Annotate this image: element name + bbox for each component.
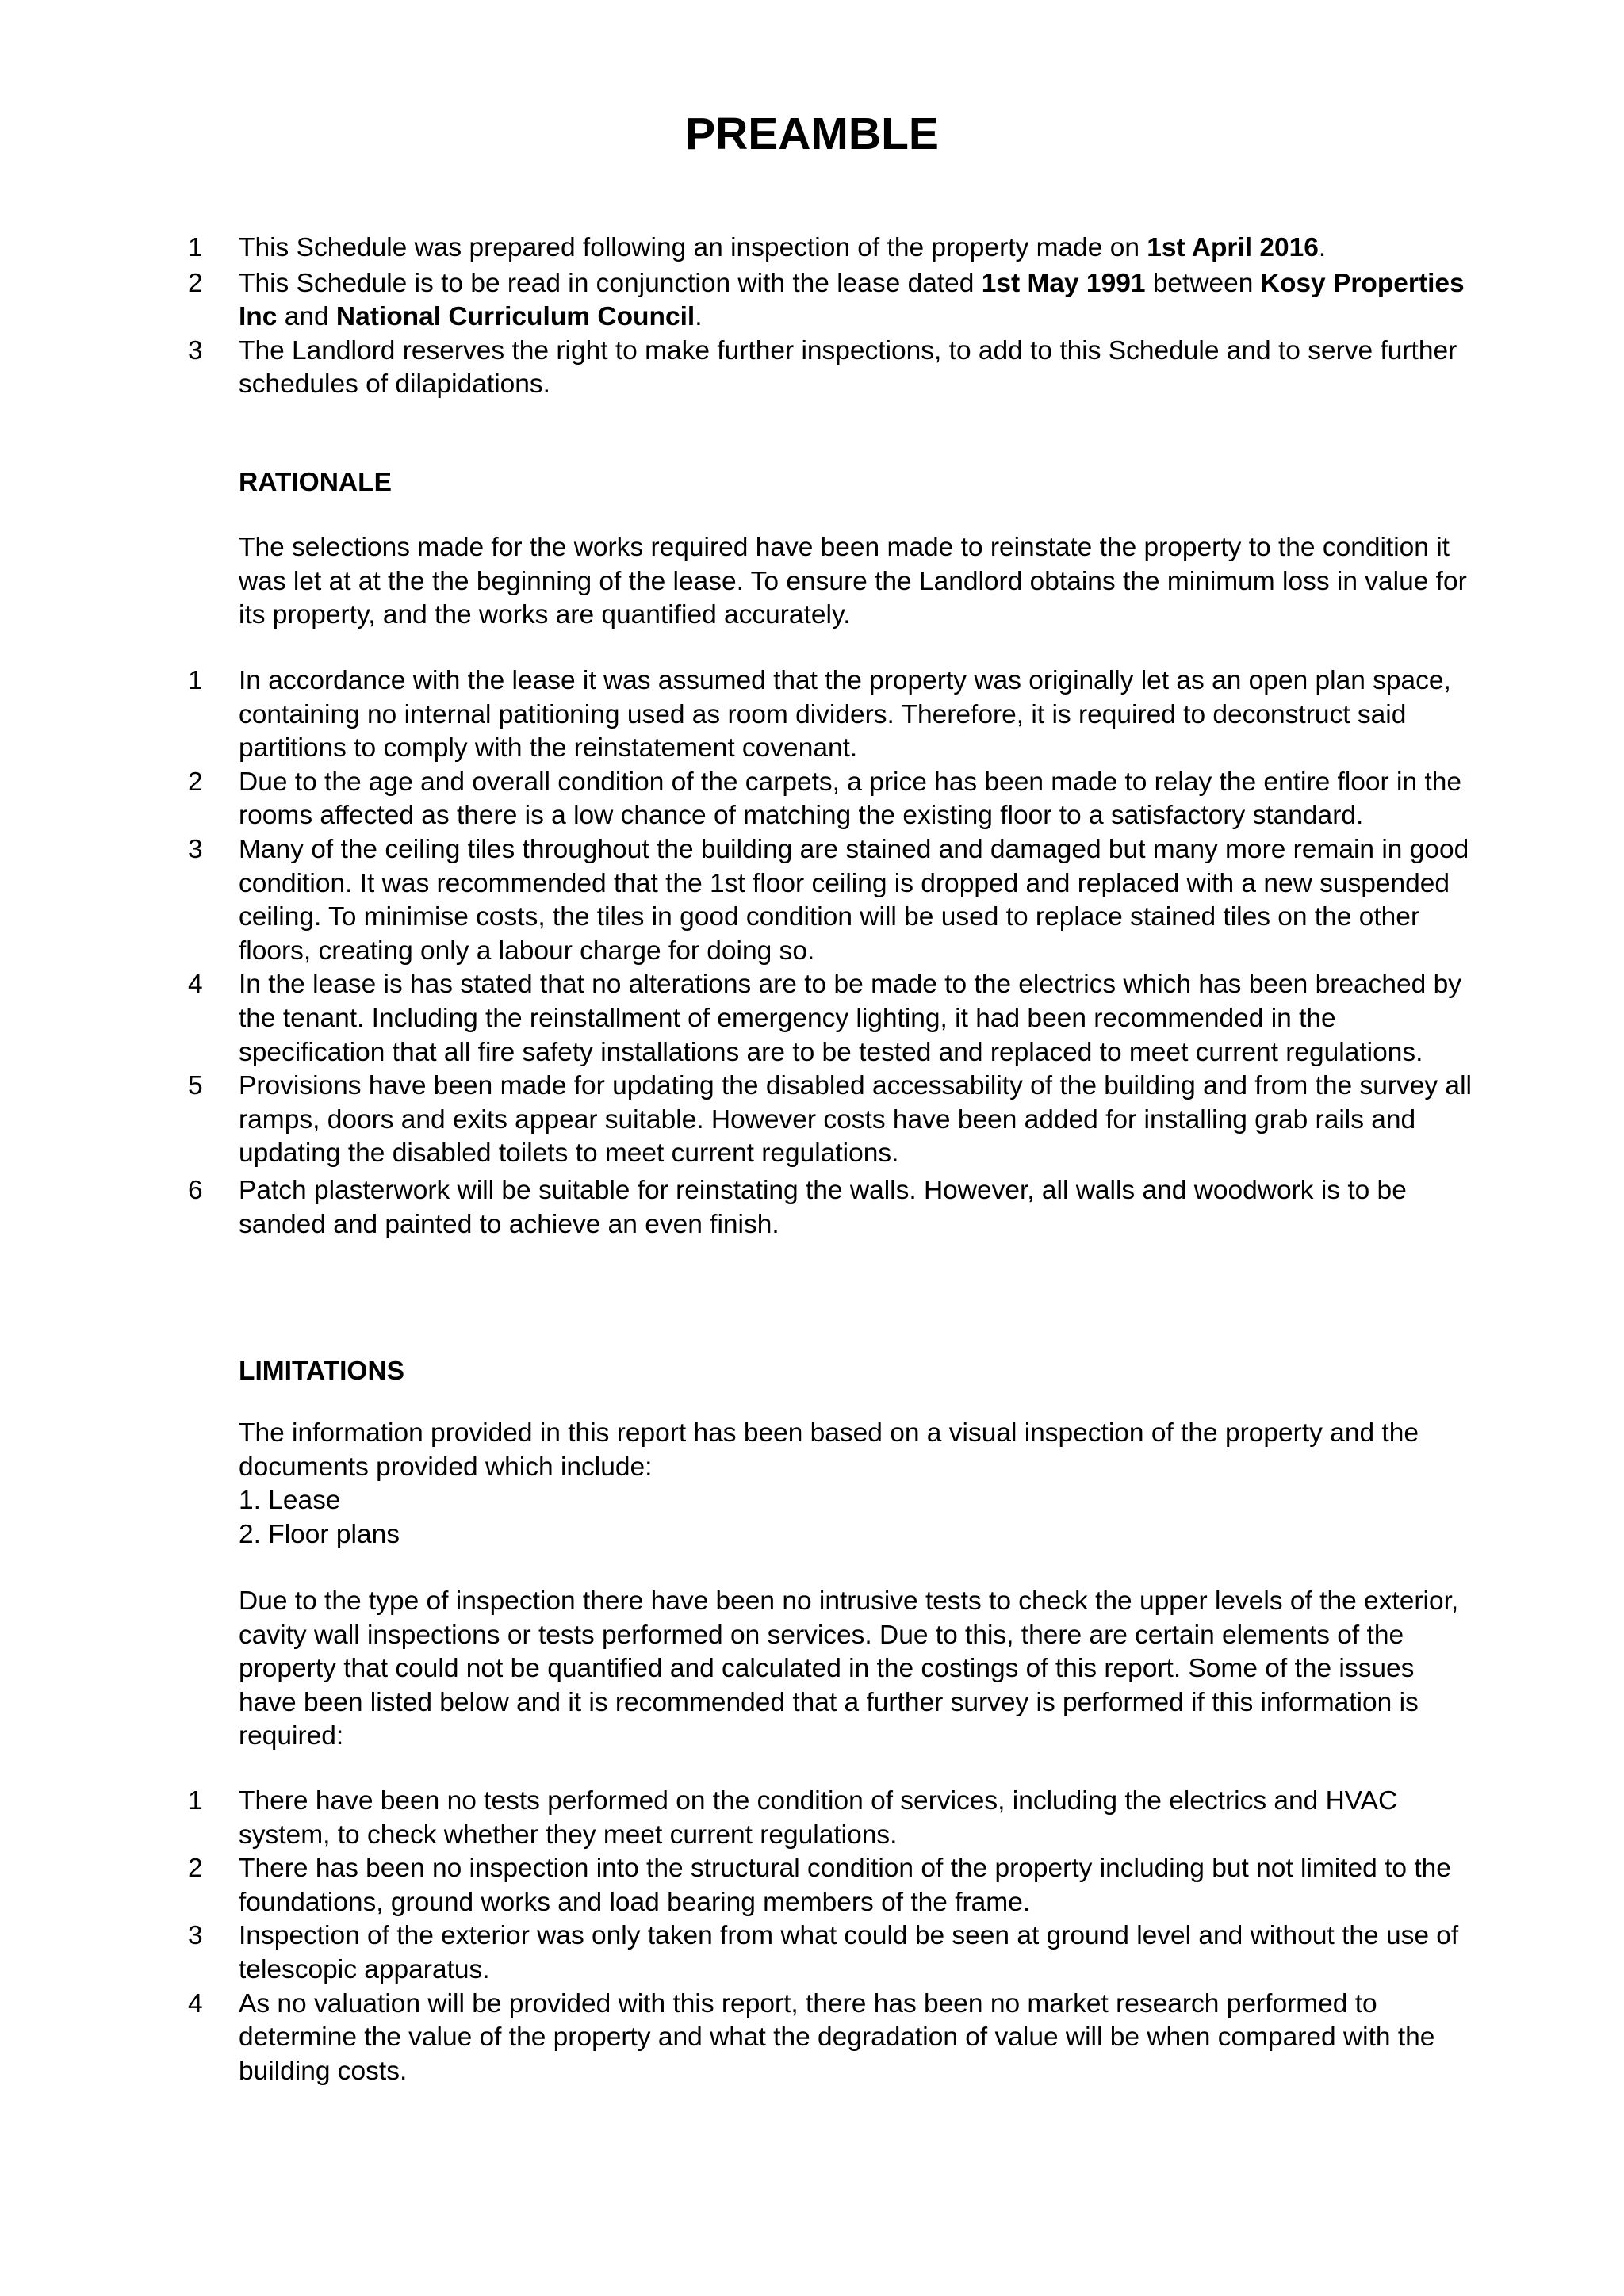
rationale-item bbox=[0, 766, 1624, 833]
item-number: 4 bbox=[188, 970, 203, 1000]
item-number: 2 bbox=[188, 268, 203, 298]
item-text: In the lease is has stated that no alterations are to be made to the electrics which has been breached by the tenant. Including the reinstallment of emergency lighting, it had been recommended in the specification that all fire safety installations are to be tested and replaced to meet current regulations. bbox=[239, 970, 1461, 1067]
document-item: 1. Lease bbox=[239, 1486, 341, 1515]
document-item: 2. Floor plans bbox=[239, 1519, 400, 1549]
item-text: In accordance with the lease it was assumed that the property was originally let as an open plan space, containing no internal patitioning used as room dividers. Therefore, it is required to deconstruct said partitions to comply with the reinstatement covenant. bbox=[239, 666, 1451, 763]
item-text: Many of the ceiling tiles throughout the building are stained and damaged but many more remain in good condition. It was recommended that the 1st floor ceiling is dropped and replaced with a new suspended ceiling. To minimise costs, the tiles in good condition will be used to replace stained tiles on the other floors, creating only a labour charge for doing so. bbox=[239, 834, 1469, 966]
item-text: As no valuation will be provided with this report, there has been no market research performed to determine the value of the property and what the degradation of value will be when compared with the building costs. bbox=[239, 1988, 1435, 2086]
item-number: 6 bbox=[188, 1175, 203, 1205]
limitations-paragraph: Due to the type of inspection there have been no intrusive tests to check the upper levels of the exterior, cavity wall inspections or tests performed on services. Due to this, there are certain elements of the property that could not be quantified and calculated in the costings of this report. Some of the issues have been listed below and it is recommended that a further survey is performed if this information is required: bbox=[239, 1586, 1459, 1751]
item-number: 5 bbox=[188, 1071, 203, 1101]
item-number: 3 bbox=[188, 335, 203, 365]
item-text: Patch plasterwork will be suitable for reinstating the walls. However, all walls and woodwork is to be sanded and painted to achieve an even finish. bbox=[239, 1175, 1407, 1239]
item-number: 3 bbox=[188, 1921, 203, 1951]
item-number: 2 bbox=[188, 1854, 203, 1884]
rationale-item bbox=[0, 1174, 1624, 1242]
preamble-item bbox=[0, 267, 1624, 335]
rationale-item bbox=[0, 833, 1624, 968]
limitations-heading: LIMITATIONS bbox=[239, 1357, 405, 1386]
limitations-item bbox=[0, 1785, 1624, 1852]
item-number: 3 bbox=[188, 834, 203, 864]
rationale-heading: RATIONALE bbox=[239, 468, 392, 497]
rationale-list bbox=[0, 664, 1624, 1242]
documents-list bbox=[239, 1484, 1476, 1552]
item-text: This Schedule is to be read in conjunction with the lease dated 1st May 1991 between Kosy Properties Inc and National Curriculum Council. bbox=[239, 268, 1465, 332]
item-number: 1 bbox=[188, 233, 203, 262]
item-number: 2 bbox=[188, 767, 203, 797]
item-text: Provisions have been made for updating the disabled accessability of the building and from the survey all ramps, doors and exits appear suitable. However costs have been added for installing grab rails and updating the disabled toilets to meet current regulations. bbox=[239, 1071, 1472, 1169]
preamble-item bbox=[0, 232, 1624, 266]
item-text: This Schedule was prepared following an inspection of the property made on 1st April 2016. bbox=[239, 233, 1327, 262]
item-number: 1 bbox=[188, 666, 203, 695]
item-text: Inspection of the exterior was only taken from what could be seen at ground level and without the use of telescopic apparatus. bbox=[239, 1921, 1459, 1984]
limitations-item bbox=[0, 1919, 1624, 1987]
rationale-intro: The selections made for the works required have been made to reinstate the property to the condition it was let at at the the beginning of the lease. To ensure the Landlord obtains the minimum loss in value for its property, and the works are quantified accurately. bbox=[239, 533, 1467, 630]
page-title: PREAMBLE bbox=[685, 109, 939, 159]
limitations-item bbox=[0, 1852, 1624, 1919]
preamble-item bbox=[0, 335, 1624, 402]
rationale-item bbox=[0, 968, 1624, 1070]
item-number: 4 bbox=[188, 1988, 203, 2019]
item-number: 1 bbox=[188, 1786, 203, 1816]
item-text: There has been no inspection into the structural condition of the property including but not limited to the foundations, ground works and load bearing members of the frame. bbox=[239, 1854, 1451, 1917]
item-text: Due to the age and overall condition of the carpets, a price has been made to relay the entire floor in the rooms affected as there is a low chance of matching the existing floor to a satisfactory standard. bbox=[239, 767, 1461, 831]
limitations-list bbox=[0, 1785, 1624, 2088]
item-text: There have been no tests performed on the condition of services, including the electrics and HVAC system, to check whether they meet current regulations. bbox=[239, 1786, 1398, 1850]
limitations-item bbox=[0, 1988, 1624, 2089]
item-text: The Landlord reserves the right to make further inspections, to add to this Schedule and to serve further schedules of dilapidations. bbox=[239, 335, 1457, 400]
limitations-intro: The information provided in this report has been based on a visual inspection of the property and the documents provided which include: bbox=[239, 1418, 1419, 1482]
rationale-item bbox=[0, 1070, 1624, 1171]
rationale-item bbox=[0, 664, 1624, 766]
preamble-list bbox=[0, 232, 1624, 402]
